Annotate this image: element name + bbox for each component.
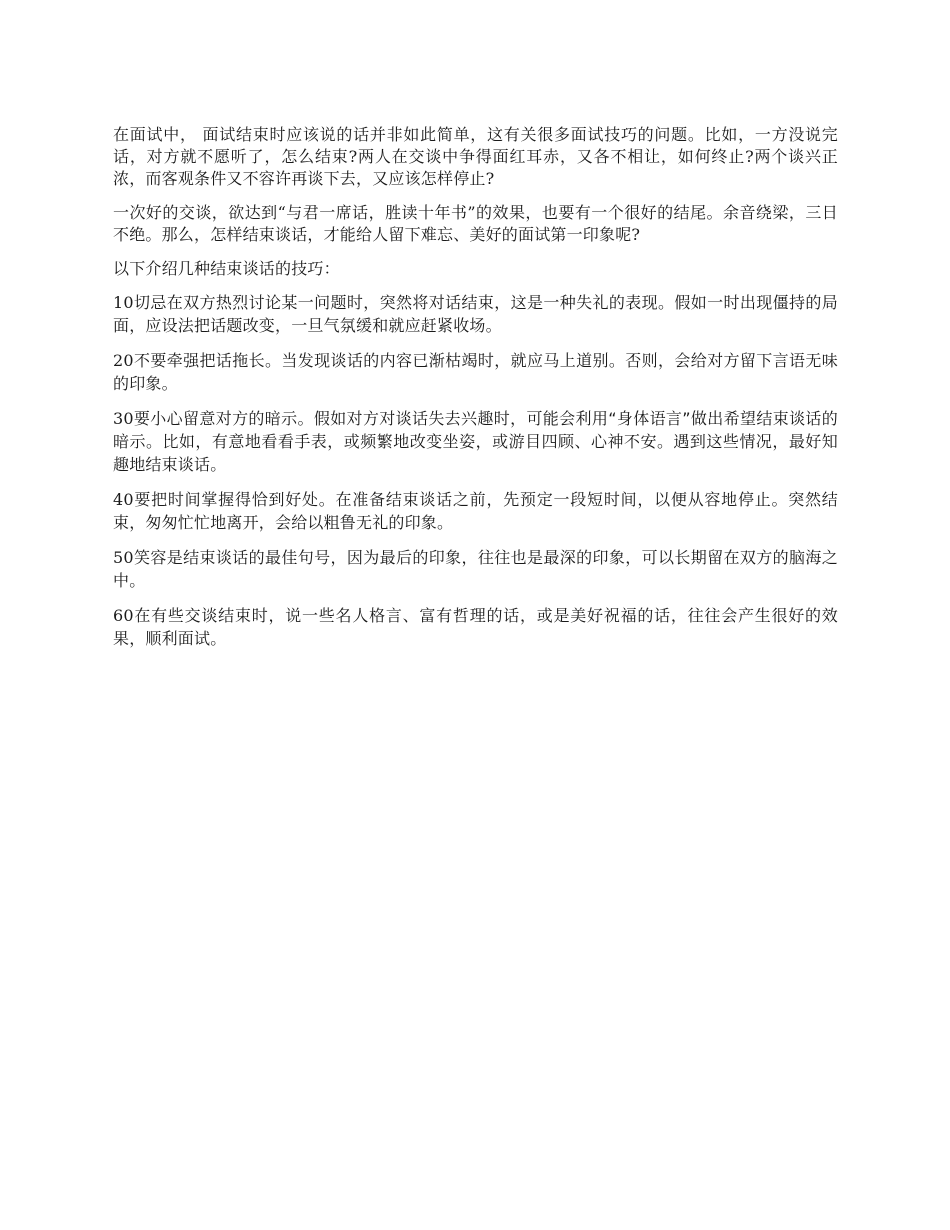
tip-marker: 0 (123, 606, 134, 625)
tip-paragraph-2 (113, 350, 838, 396)
tip-body-text: 在有些交谈结束时，说一些名人格言、富有哲理的话，或是美好祝福的话，往往会产生很好的效果，顺利面试。 (113, 606, 838, 648)
tip-paragraph-6 (113, 605, 838, 651)
intro-paragraph-3: 以下介绍几种结束谈话的技巧： (113, 259, 340, 278)
intro-paragraph-1: 在面试中， 面试结束时应该说的话并非如此简单，这有关很多面试技巧的问题。比如，一方没说完话，对方就不愿听了，怎么结束?两人在交谈中争得面红耳赤，又各不相让，如何终止?两个谈兴正浓，而客观条件又不容许再谈下去，又应该怎样停止? (113, 125, 838, 188)
tip-body-text: 不要牵强把话拖长。当发现谈话的内容已渐枯竭时，就应马上道别。否则，会给对方留下言语无味的印象。 (113, 351, 838, 393)
tip-marker: 0 (123, 548, 134, 567)
tip-number: 3 (113, 409, 124, 428)
tip-number: 4 (113, 490, 124, 509)
tip-marker: 0 (123, 490, 134, 509)
tip-body-text: 结束谈话的暗示。比如，有意地看看手表，或频繁地改变坐姿，或游目四顾、心神不安。遇到这些情况，最好知趣地结束谈话。 (113, 409, 838, 474)
document-page (113, 124, 838, 663)
tip-lead-text: 要把时间掌握得恰到好处。在准备结束谈话之前，先预定一段短时间，以便从容地停 (133, 490, 755, 509)
tip-lead-text: 要小心留意对方的暗示。假如对方对谈话失去兴趣时，可能会利用“身体语言”做出希望 (133, 409, 757, 428)
tip-paragraph-5 (113, 547, 838, 593)
tip-paragraph-1 (113, 292, 838, 338)
tip-number: 5 (113, 548, 124, 567)
tip-body-text: 出现僵持的局面，应设法把话题改变，一旦气氛缓和就应赶紧收场。 (113, 293, 839, 335)
tip-lead-text: 笑容是结束谈话的最佳句号，因为最后的印象，往往也是最深的印象，可以长期留在 (133, 548, 740, 567)
tip-marker: 0 (123, 293, 134, 312)
tip-paragraph-3 (113, 408, 838, 477)
tip-number: 2 (113, 351, 124, 370)
tip-paragraph-4 (113, 489, 838, 535)
tip-body-text: 止。突然结束，匆匆忙忙地离开，会给以粗鲁无礼的印象。 (113, 490, 838, 532)
tip-lead-text: 切忌在双方热烈讨论某一问题时，突然将对话结束，这是一种失礼的表现。假如一时 (133, 293, 740, 312)
tip-number: 1 (113, 293, 124, 312)
tip-number: 6 (113, 606, 124, 625)
tip-body-text: 双方的脑海之中。 (113, 548, 839, 590)
tip-marker: 0 (123, 409, 134, 428)
intro-paragraph-2: 一次好的交谈，欲达到“与君一席话，胜读十年书”的效果，也要有一个很好的结尾。余音绕梁，三日不绝。那么，怎样结束谈话，才能给人留下难忘、美好的面试第一印象呢? (113, 203, 838, 244)
tip-marker: 0 (123, 351, 134, 370)
